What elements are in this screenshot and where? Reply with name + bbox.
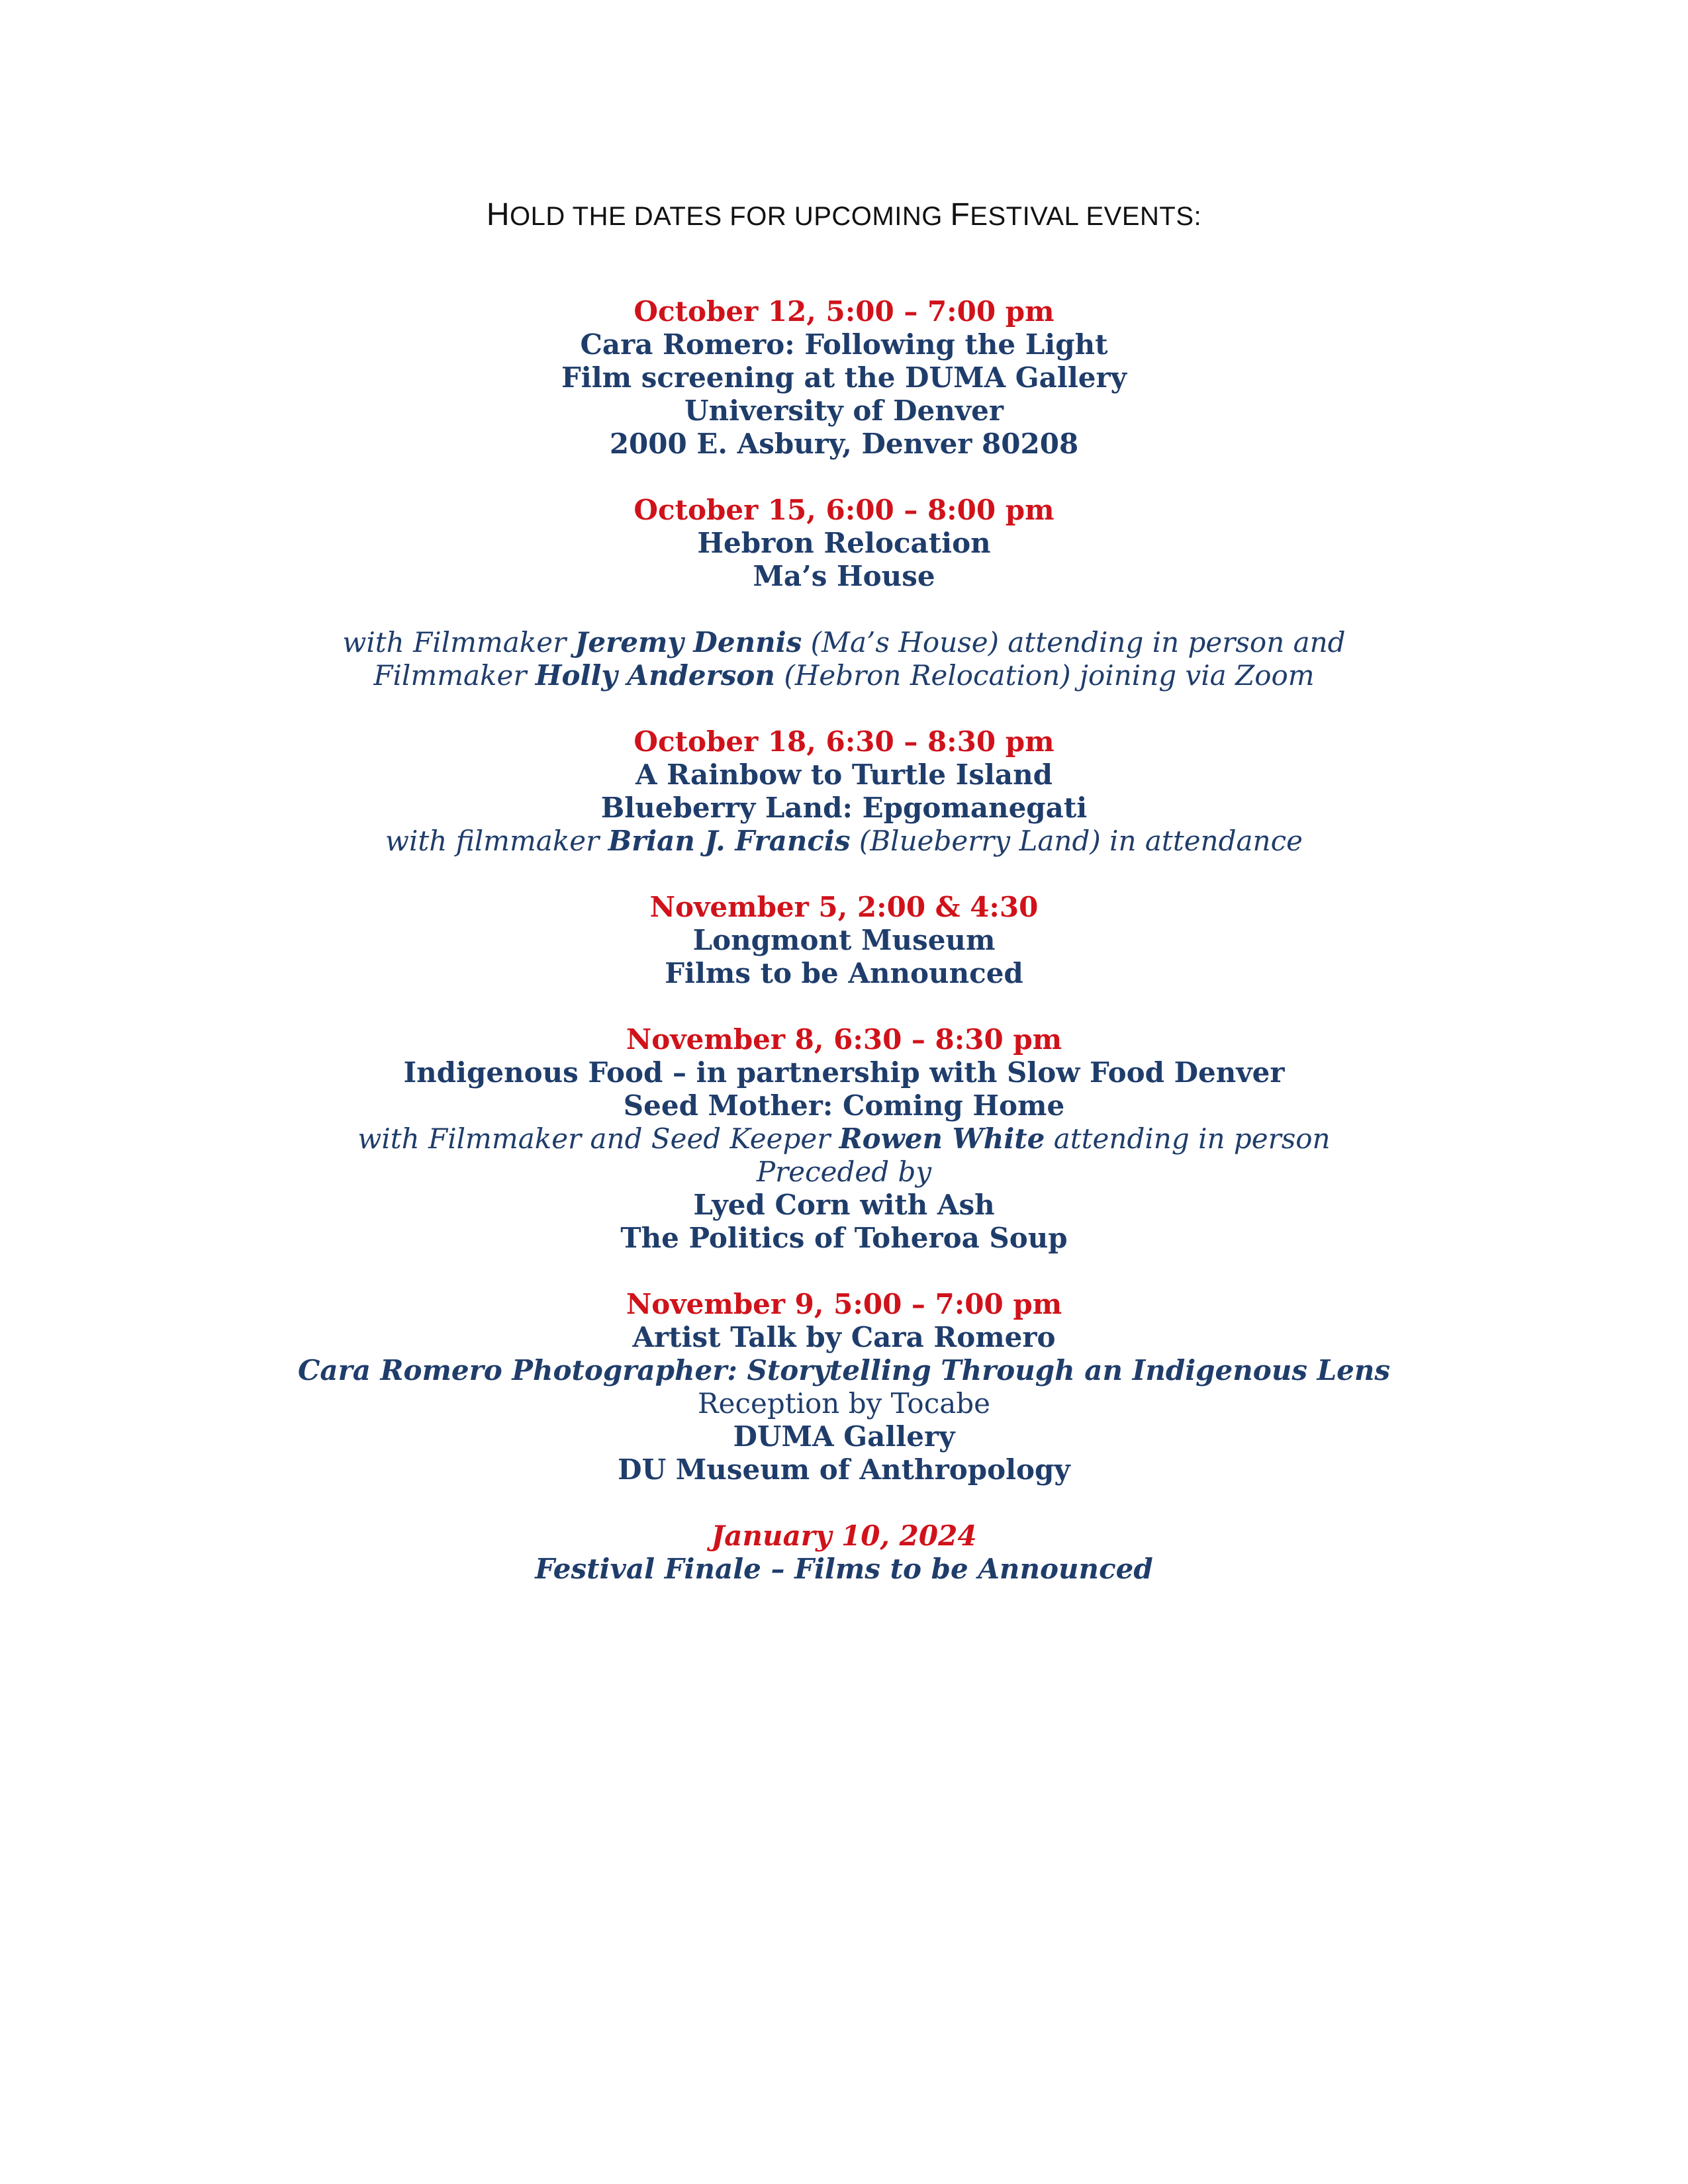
note-text: (Blueberry Land) in attendance <box>850 825 1303 857</box>
event-nov-8 <box>0 1023 1688 1255</box>
event-date: November 9, 5:00 – 7:00 pm <box>626 1288 1062 1320</box>
preceded-by-text: Preceded by <box>756 1156 932 1188</box>
filmmaker-name: Jeremy Dennis <box>575 626 802 659</box>
event-line: Films to be Announced <box>665 957 1023 989</box>
event-note <box>0 825 1688 858</box>
note-text: (Hebron Relocation) joining via Zoom <box>774 659 1315 692</box>
note-text: with Filmmaker and Seed Keeper <box>357 1122 839 1155</box>
event-note <box>0 626 1688 659</box>
spacer <box>0 593 1688 626</box>
event-line: A Rainbow to Turtle Island <box>635 758 1053 791</box>
event-line: 2000 E. Asbury, Denver 80208 <box>609 428 1079 460</box>
event-line: DUMA Gallery <box>733 1420 955 1453</box>
event-nov-5 <box>0 891 1688 990</box>
note-text: Filmmaker <box>373 659 536 692</box>
heading-initial-h: H <box>486 197 510 232</box>
event-line: Seed Mother: Coming Home <box>623 1089 1065 1122</box>
event-date: October 15, 6:00 – 8:00 pm <box>633 494 1055 526</box>
event-line: Film screening at the DUMA Gallery <box>561 361 1127 394</box>
event-line: Hebron Relocation <box>697 527 991 559</box>
event-oct-18 <box>0 725 1688 858</box>
note-text: with filmmaker <box>385 825 608 857</box>
event-line: University of Denver <box>684 394 1004 427</box>
filmmaker-name: Brian J. Francis <box>608 825 851 857</box>
event-line: Longmont Museum <box>692 924 996 956</box>
filmmaker-name: Rowen White <box>839 1122 1045 1155</box>
event-oct-15 <box>0 494 1688 692</box>
event-date: November 8, 6:30 – 8:30 pm <box>626 1023 1062 1056</box>
heading-text-part2: ESTIVAL EVENTS: <box>970 202 1202 231</box>
reception-text: Reception by Tocabe <box>697 1387 991 1420</box>
event-line: DU Museum of Anthropology <box>618 1453 1070 1486</box>
event-date: October 18, 6:30 – 8:30 pm <box>633 725 1055 758</box>
event-nov-9 <box>0 1288 1688 1486</box>
event-jan-10 <box>0 1520 1688 1586</box>
filmmaker-name: Holly Anderson <box>535 659 775 692</box>
event-oct-12 <box>0 295 1688 461</box>
event-note <box>0 1122 1688 1156</box>
event-line: Ma’s House <box>753 560 935 592</box>
note-text: (Ma’s House) attending in person and <box>802 626 1346 659</box>
note-text: attending in person <box>1045 1122 1331 1155</box>
event-line: Artist Talk by Cara Romero <box>632 1321 1056 1353</box>
event-date: October 12, 5:00 – 7:00 pm <box>633 295 1055 328</box>
event-line: Cara Romero: Following the Light <box>580 328 1108 361</box>
event-note <box>0 659 1688 692</box>
page-heading <box>0 196 1688 234</box>
event-line: Lyed Corn with Ash <box>693 1189 995 1221</box>
heading-initial-f: F <box>950 197 970 232</box>
event-date: January 10, 2024 <box>711 1520 977 1552</box>
event-line: Festival Finale – Films to be Announced <box>535 1553 1153 1585</box>
note-text: with Filmmaker <box>342 626 575 659</box>
events-list <box>0 295 1688 1619</box>
heading-text-part1: OLD THE DATES FOR UPCOMING <box>510 202 951 231</box>
exhibition-title: Cara Romero Photographer: Storytelling Through an Indigenous Lens <box>297 1354 1391 1387</box>
event-date: November 5, 2:00 & 4:30 <box>649 891 1039 923</box>
event-line: Indigenous Food – in partnership with Slow Food Denver <box>403 1056 1285 1089</box>
event-line: The Politics of Toheroa Soup <box>620 1222 1068 1254</box>
event-line: Blueberry Land: Epgomanegati <box>600 792 1088 824</box>
